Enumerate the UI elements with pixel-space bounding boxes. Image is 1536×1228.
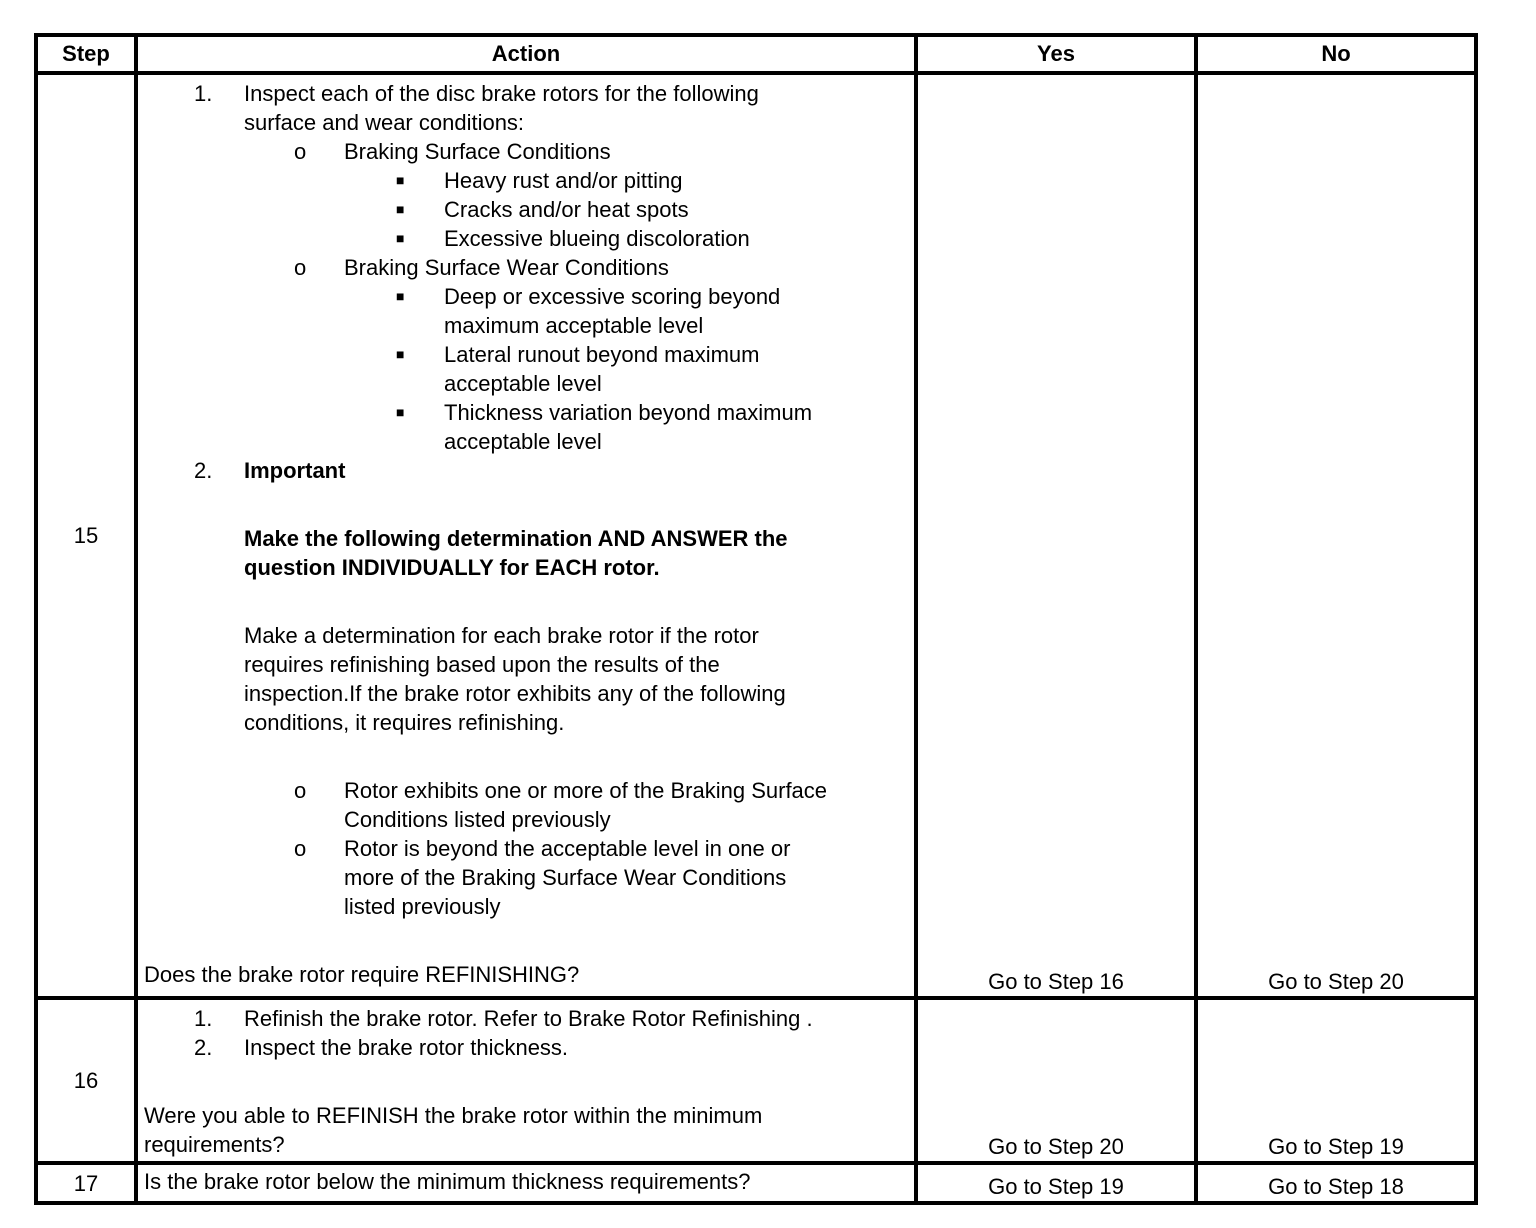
action-text: more of the Braking Surface Wear Conditions <box>344 865 787 890</box>
bullet-circle: o <box>294 255 307 280</box>
action-text: Cracks and/or heat spots <box>444 197 689 222</box>
no-cell: Go to Step 18 <box>1196 1163 1476 1203</box>
action-text: Rotor exhibits one or more of the Braking Surface <box>344 778 828 803</box>
action-cell <box>136 998 916 1163</box>
action-text: question INDIVIDUALLY for EACH rotor. <box>244 555 660 580</box>
action-text: Inspect the brake rotor thickness. <box>244 1035 569 1060</box>
no-cell: Go to Step 20 <box>1196 73 1476 998</box>
action-text: Make the following determination AND ANSWER the <box>244 526 788 551</box>
list-number: 1. <box>194 1006 213 1031</box>
table-row <box>36 998 1476 1163</box>
action-text: acceptable level <box>444 429 602 454</box>
bullet-square: ■ <box>396 201 405 217</box>
action-text: Inspect each of the disc brake rotors for the following <box>244 81 759 106</box>
header-action: Action <box>136 35 916 73</box>
bullet-square: ■ <box>396 288 405 304</box>
step-number: 16 <box>36 998 136 1163</box>
question-text: Does the brake rotor require REFINISHING? <box>144 962 580 987</box>
action-text: surface and wear conditions: <box>244 110 525 135</box>
action-cell <box>136 73 916 998</box>
action-text: Conditions listed previously <box>344 807 611 832</box>
bullet-square: ■ <box>396 230 405 246</box>
yes-cell: Go to Step 20 <box>916 998 1196 1163</box>
action-text: Deep or excessive scoring beyond <box>444 284 781 309</box>
action-text: Excessive blueing discoloration <box>444 226 750 251</box>
action-text: inspection.If the brake rotor exhibits any of the following <box>244 681 786 706</box>
action-text: acceptable level <box>444 371 602 396</box>
question-text: Is the brake rotor below the minimum thickness requirements? <box>144 1169 751 1194</box>
list-number: 2. <box>194 1035 213 1060</box>
bullet-circle: o <box>294 139 307 164</box>
header-step: Step <box>36 35 136 73</box>
question-text: requirements? <box>144 1132 285 1157</box>
action-text: Refinish the brake rotor. Refer to Brake Rotor Refinishing . <box>244 1006 813 1031</box>
yes-cell: Go to Step 16 <box>916 73 1196 998</box>
no-cell: Go to Step 19 <box>1196 998 1476 1163</box>
bullet-circle: o <box>294 836 307 861</box>
action-text: Rotor is beyond the acceptable level in one or <box>344 836 791 861</box>
action-text: conditions, it requires refinishing. <box>244 710 565 735</box>
step-number: 17 <box>36 1163 136 1203</box>
action-text: Thickness variation beyond maximum <box>444 400 813 425</box>
list-number: 1. <box>194 81 213 106</box>
table-row <box>36 73 1476 998</box>
yes-cell: Go to Step 19 <box>916 1163 1196 1203</box>
action-text: Braking Surface Wear Conditions <box>344 255 669 280</box>
question-text: Were you able to REFINISH the brake rotor within the minimum <box>144 1103 763 1128</box>
bullet-square: ■ <box>396 404 405 420</box>
action-text: listed previously <box>344 894 501 919</box>
header-row <box>36 35 1476 73</box>
diagnostic-table <box>34 33 1478 1205</box>
table-row <box>36 1163 1476 1203</box>
action-text: Make a determination for each brake rotor if the rotor <box>244 623 759 648</box>
bullet-circle: o <box>294 778 307 803</box>
action-text: Heavy rust and/or pitting <box>444 168 683 193</box>
list-number: 2. <box>194 458 213 483</box>
bullet-square: ■ <box>396 346 405 362</box>
header-yes: Yes <box>916 35 1196 73</box>
important-label: Important <box>244 458 346 483</box>
action-text: maximum acceptable level <box>444 313 704 338</box>
bullet-square: ■ <box>396 172 405 188</box>
action-text: requires refinishing based upon the results of the <box>244 652 720 677</box>
header-no: No <box>1196 35 1476 73</box>
action-text: Lateral runout beyond maximum <box>444 342 760 367</box>
action-cell <box>136 1163 916 1203</box>
action-text: Braking Surface Conditions <box>344 139 611 164</box>
step-number: 15 <box>36 73 136 998</box>
